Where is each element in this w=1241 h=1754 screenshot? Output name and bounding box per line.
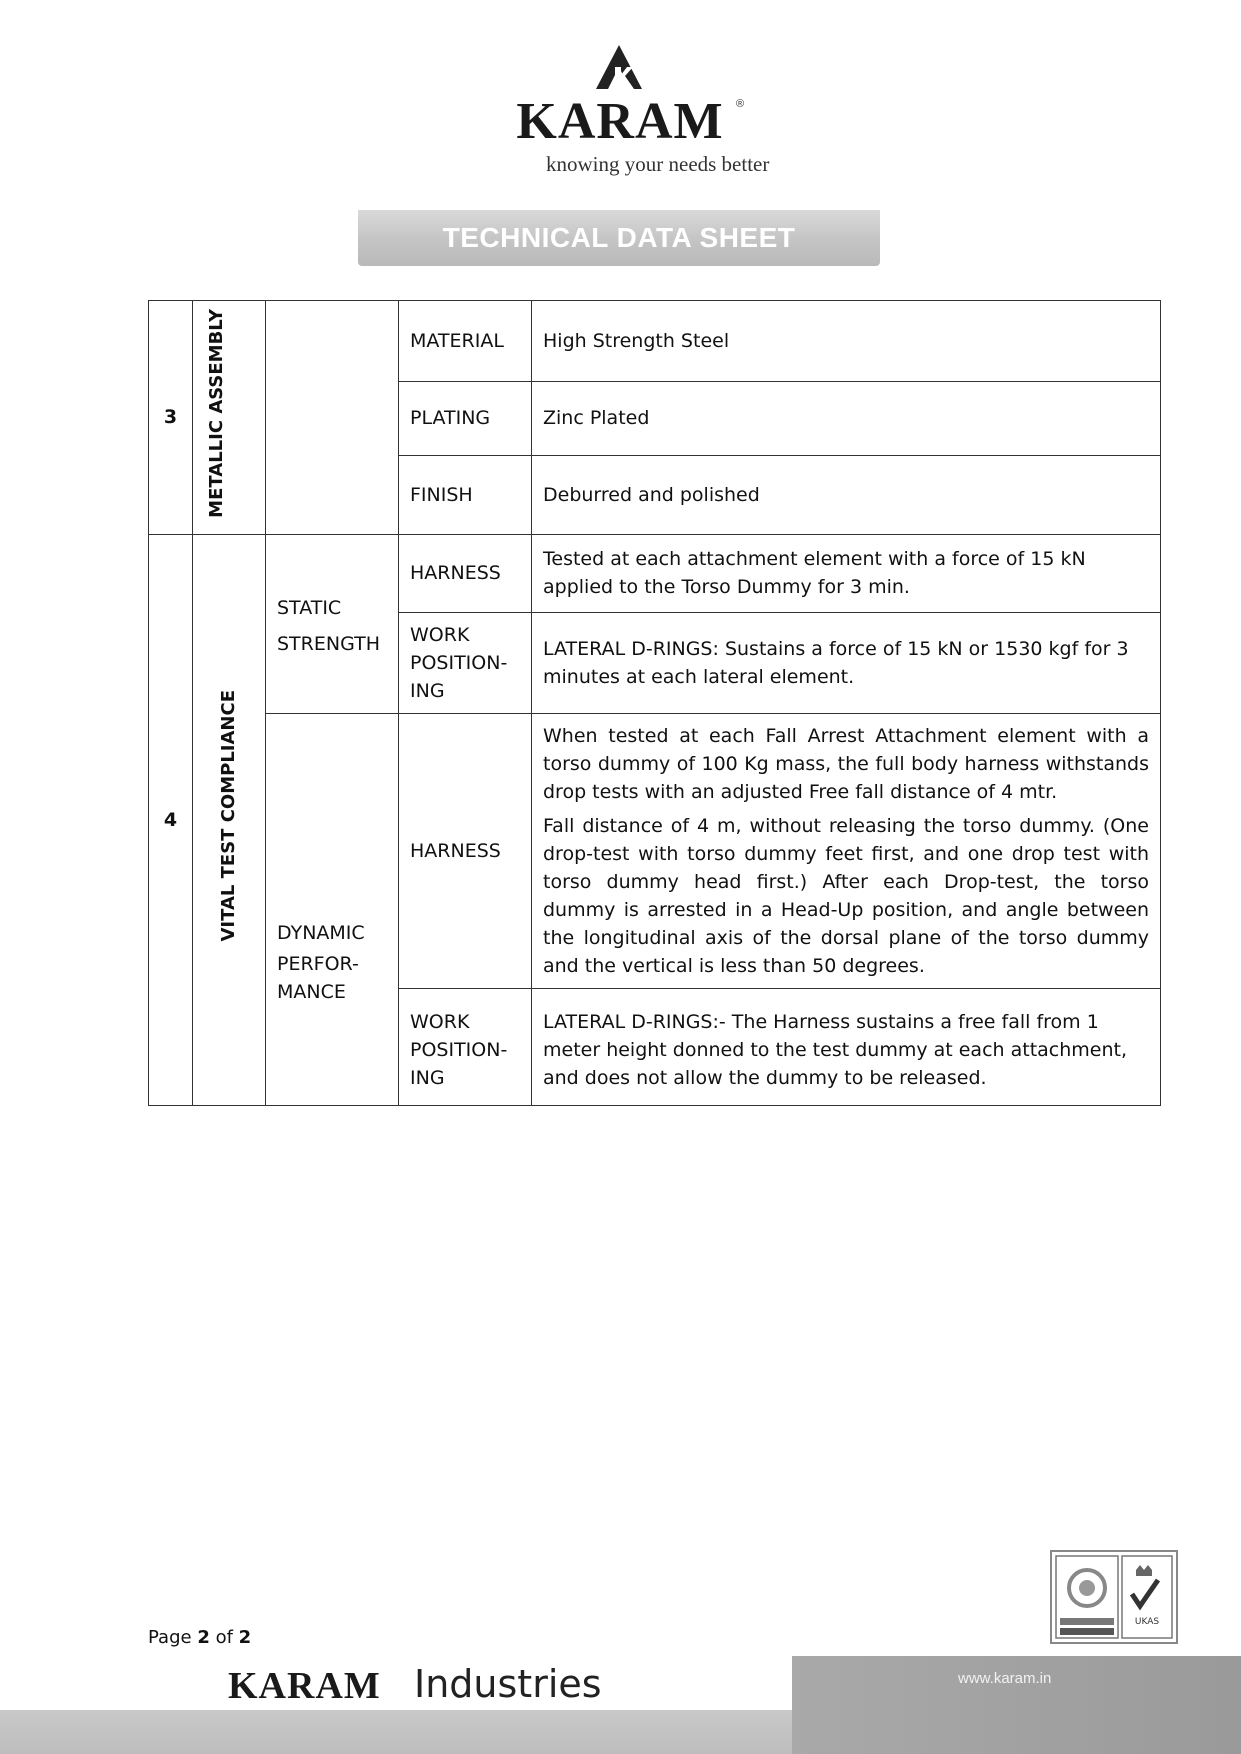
group-name-line: STRENGTH (277, 632, 381, 655)
item-paragraph: Fall distance of 4 m, without releasing the torso dummy. (One drop-test with torso dummy feet first, and one drop test with torso dummy head first.) After each Drop-test, the torso dummy is arrested in a Head-Up position, and angle between the longitudinal axis of the dorsal plane of the torso dummy and the vertical is less than 50 degrees. (543, 814, 1149, 977)
footer-brand-suffix: Industries (414, 1662, 602, 1706)
empty-group-cell (266, 301, 399, 535)
item-label: WORK POSITION-ING (399, 612, 532, 713)
table-row (149, 534, 1161, 612)
item-label: MATERIAL (399, 301, 532, 382)
section-number: 3 (149, 301, 193, 535)
karam-logo-icon (594, 45, 644, 91)
brand-name: KARAM (516, 93, 724, 150)
table-row (149, 301, 1161, 382)
category-label: METALLIC ASSEMBLY (206, 309, 227, 518)
item-label: HARNESS (399, 713, 532, 988)
item-value: High Strength Steel (532, 301, 1161, 382)
registered-mark: ® (736, 98, 745, 110)
item-value: LATERAL D-RINGS: Sustains a force of 15 kN or 1530 kgf for 3 minutes at each lateral element. (532, 612, 1161, 713)
item-value: Deburred and polished (532, 455, 1161, 534)
page-of: of (215, 1627, 233, 1648)
item-value: LATERAL D-RINGS:- The Harness sustains a free fall from 1 meter height donned to the test dummy at each attachment, and does not allow the dummy to be released. (532, 988, 1161, 1105)
item-paragraph: When tested at each Fall Arrest Attachment element with a torso dummy of 100 Kg mass, the full body harness withstands drop tests with an adjusted Free fall distance of 4 mtr. (543, 724, 1149, 803)
item-value (532, 713, 1161, 988)
document-title-banner (358, 210, 880, 266)
item-value: Zinc Plated (532, 382, 1161, 456)
section-number: 4 (149, 534, 193, 1105)
group-name-line: STATIC (277, 596, 342, 619)
page-number (148, 1627, 251, 1648)
iso-certification-badge (1050, 1550, 1178, 1644)
item-label: WORK POSITION-ING (399, 988, 532, 1105)
specification-table (148, 300, 1161, 1106)
page-total: 2 (238, 1627, 252, 1648)
brand-tagline: knowing your needs better (546, 152, 770, 176)
group-name-dynamic (266, 713, 399, 1105)
document-title: TECHNICAL DATA SHEET (442, 222, 796, 253)
group-name-line: PERFOR-MANCE (277, 953, 359, 1004)
page-current: 2 (197, 1627, 210, 1648)
footer-website-link[interactable]: www.karam.in (958, 1670, 1052, 1687)
item-label: PLATING (399, 382, 532, 456)
category-label: VITAL TEST COMPLIANCE (218, 690, 239, 942)
group-name-static (266, 534, 399, 713)
item-label: HARNESS (399, 534, 532, 612)
ukas-label: UKAS (1134, 1617, 1160, 1627)
section-category (193, 301, 266, 535)
table-row (149, 713, 1161, 988)
item-value: Tested at each attachment element with a force of 15 kN applied to the Torso Dummy for 3 min. (532, 534, 1161, 612)
footer-brand: KARAM (228, 1665, 381, 1707)
item-label: FINISH (399, 455, 532, 534)
certification-seal-icon (1052, 1552, 1176, 1642)
page-prefix: Page (148, 1627, 192, 1648)
group-name-line: DYNAMIC (277, 922, 365, 945)
section-category (193, 534, 266, 1105)
